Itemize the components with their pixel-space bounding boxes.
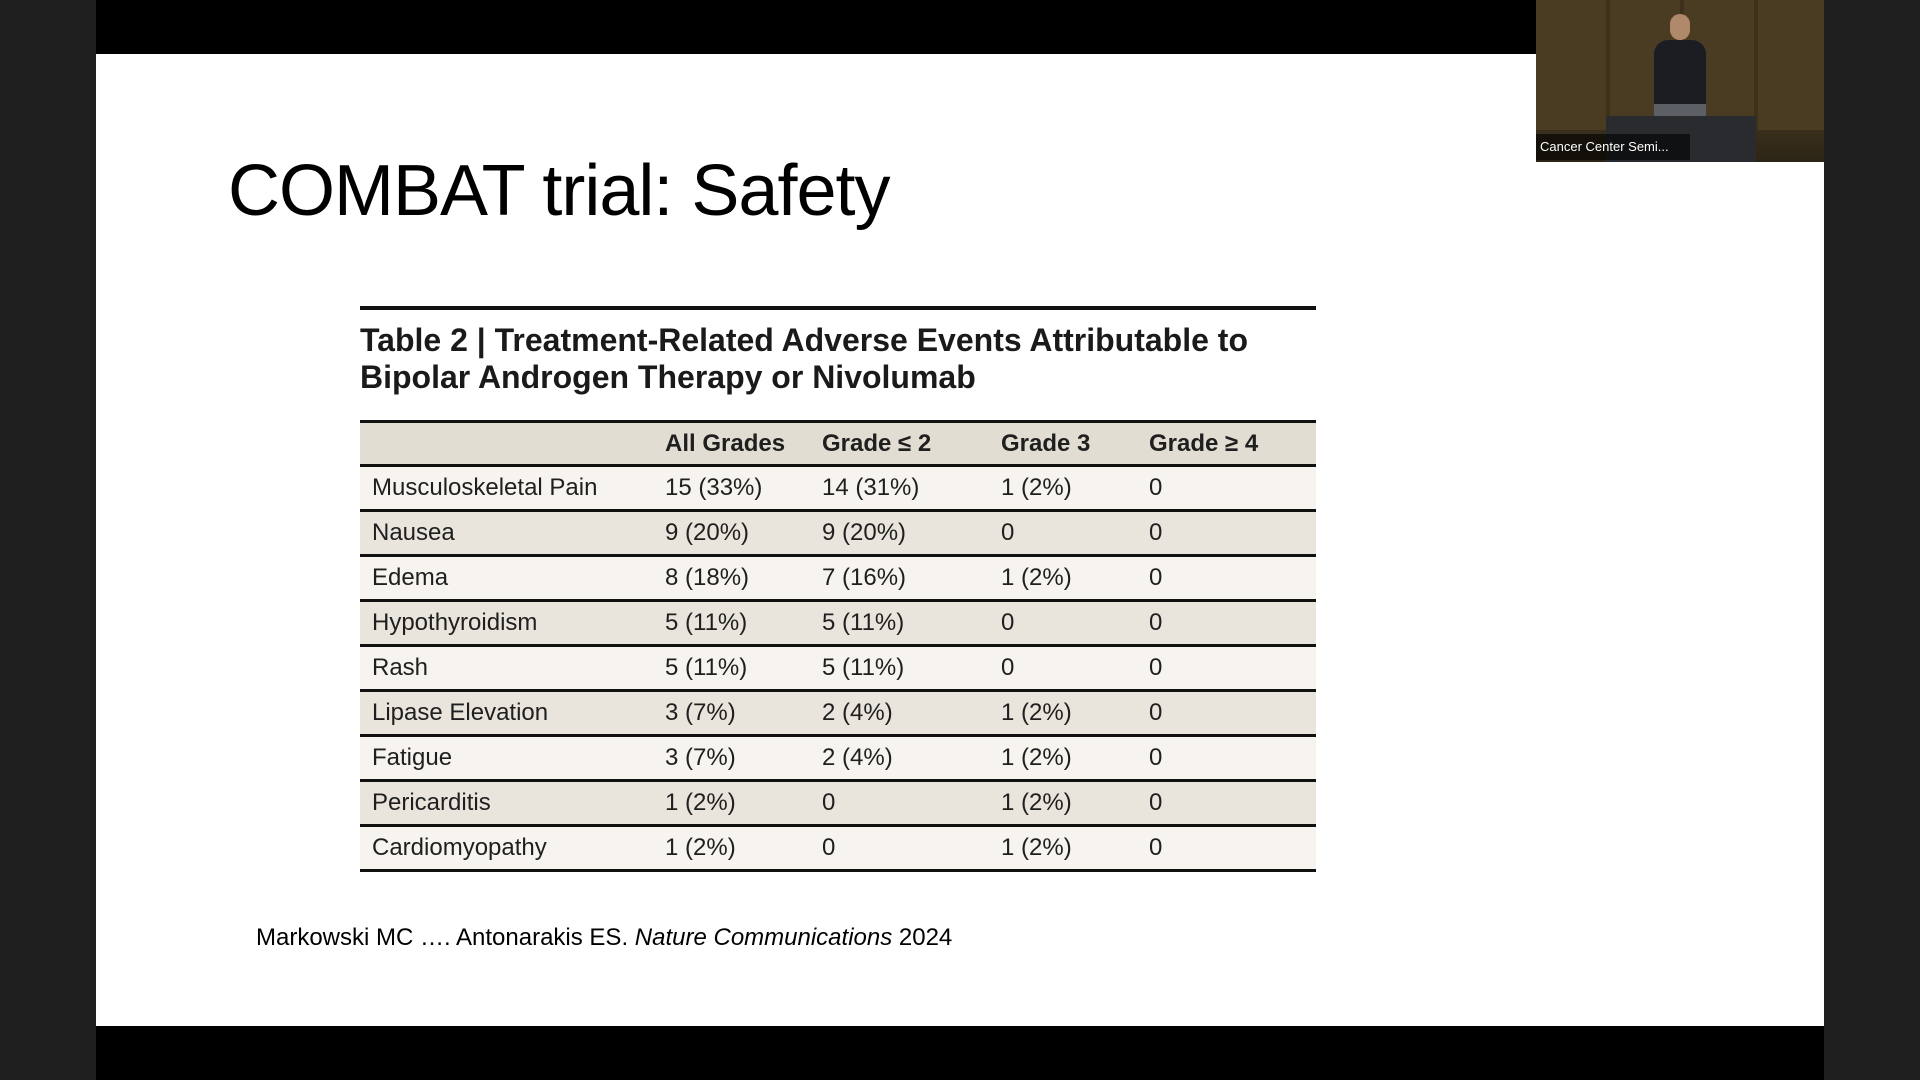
table-row	[360, 781, 1316, 826]
table-cell: 0	[1001, 511, 1149, 556]
table-cell: 0	[822, 781, 1001, 826]
speaker-video-tile[interactable]	[1536, 0, 1824, 162]
table-cell: 0	[1149, 511, 1316, 556]
table-cell: 1 (2%)	[665, 781, 822, 826]
table-cell: 9 (20%)	[822, 511, 1001, 556]
table-caption	[360, 310, 1316, 420]
adverse-events-table	[360, 420, 1316, 872]
table-cell: 5 (11%)	[665, 601, 822, 646]
table-cell: 1 (2%)	[1001, 691, 1149, 736]
table-cell: 7 (16%)	[822, 556, 1001, 601]
table-row	[360, 466, 1316, 511]
column-header: Grade ≤ 2	[822, 422, 1001, 466]
table-caption-line-2: Bipolar Androgen Therapy or Nivolumab	[360, 359, 976, 395]
table-cell: 0	[1149, 646, 1316, 691]
slide-citation	[256, 924, 952, 952]
table-cell: 0	[822, 826, 1001, 871]
table-cell: Edema	[360, 556, 665, 601]
table-cell: 5 (11%)	[822, 646, 1001, 691]
table-cell: 14 (31%)	[822, 466, 1001, 511]
table-caption-line-1: Table 2 | Treatment-Related Adverse Events Attributable to	[360, 322, 1248, 358]
table-cell: 2 (4%)	[822, 736, 1001, 781]
column-header	[360, 422, 665, 466]
participant-name-label: Cancer Center Semi...	[1536, 134, 1690, 160]
table-cell: 9 (20%)	[665, 511, 822, 556]
table-cell: 1 (2%)	[665, 826, 822, 871]
meeting-bottom-bar	[96, 1026, 1824, 1080]
table-cell: Cardiomyopathy	[360, 826, 665, 871]
table-cell: 2 (4%)	[822, 691, 1001, 736]
table-cell: 0	[1001, 601, 1149, 646]
table-cell: 1 (2%)	[1001, 736, 1149, 781]
table-cell: 15 (33%)	[665, 466, 822, 511]
table-cell: 0	[1149, 691, 1316, 736]
table-cell: Nausea	[360, 511, 665, 556]
shared-slide	[96, 54, 1824, 1026]
slide-title: COMBAT trial: Safety	[228, 151, 890, 231]
table-cell: Lipase Elevation	[360, 691, 665, 736]
table-row	[360, 826, 1316, 871]
table-row	[360, 601, 1316, 646]
table-header-row	[360, 422, 1316, 466]
table-cell: 3 (7%)	[665, 691, 822, 736]
column-header: Grade ≥ 4	[1149, 422, 1316, 466]
table-row	[360, 736, 1316, 781]
table-row	[360, 646, 1316, 691]
table-cell: Rash	[360, 646, 665, 691]
table-cell: 5 (11%)	[665, 646, 822, 691]
column-header: Grade 3	[1001, 422, 1149, 466]
table-cell: 0	[1149, 736, 1316, 781]
table-cell: Pericarditis	[360, 781, 665, 826]
table-cell: 1 (2%)	[1001, 826, 1149, 871]
table-cell: 1 (2%)	[1001, 781, 1149, 826]
table-cell: 0	[1149, 601, 1316, 646]
citation-authors: Markowski MC …. Antonarakis ES.	[256, 924, 629, 951]
table-cell: 0	[1149, 556, 1316, 601]
table-figure	[360, 306, 1316, 872]
table-cell: 0	[1149, 466, 1316, 511]
column-header: All Grades	[665, 422, 822, 466]
table-cell: 3 (7%)	[665, 736, 822, 781]
table-cell: 1 (2%)	[1001, 556, 1149, 601]
table-cell: 0	[1149, 781, 1316, 826]
table-cell: Musculoskeletal Pain	[360, 466, 665, 511]
table-row	[360, 556, 1316, 601]
speaker-head	[1670, 14, 1690, 40]
table-cell: Fatigue	[360, 736, 665, 781]
citation-year: 2024	[898, 924, 953, 951]
table-cell: 5 (11%)	[822, 601, 1001, 646]
table-row	[360, 511, 1316, 556]
table-cell: Hypothyroidism	[360, 601, 665, 646]
table-cell: 1 (2%)	[1001, 466, 1149, 511]
table-cell: 0	[1001, 646, 1149, 691]
table-cell: 0	[1149, 826, 1316, 871]
citation-journal: Nature Communications	[634, 924, 893, 951]
table-cell: 8 (18%)	[665, 556, 822, 601]
table-row	[360, 691, 1316, 736]
